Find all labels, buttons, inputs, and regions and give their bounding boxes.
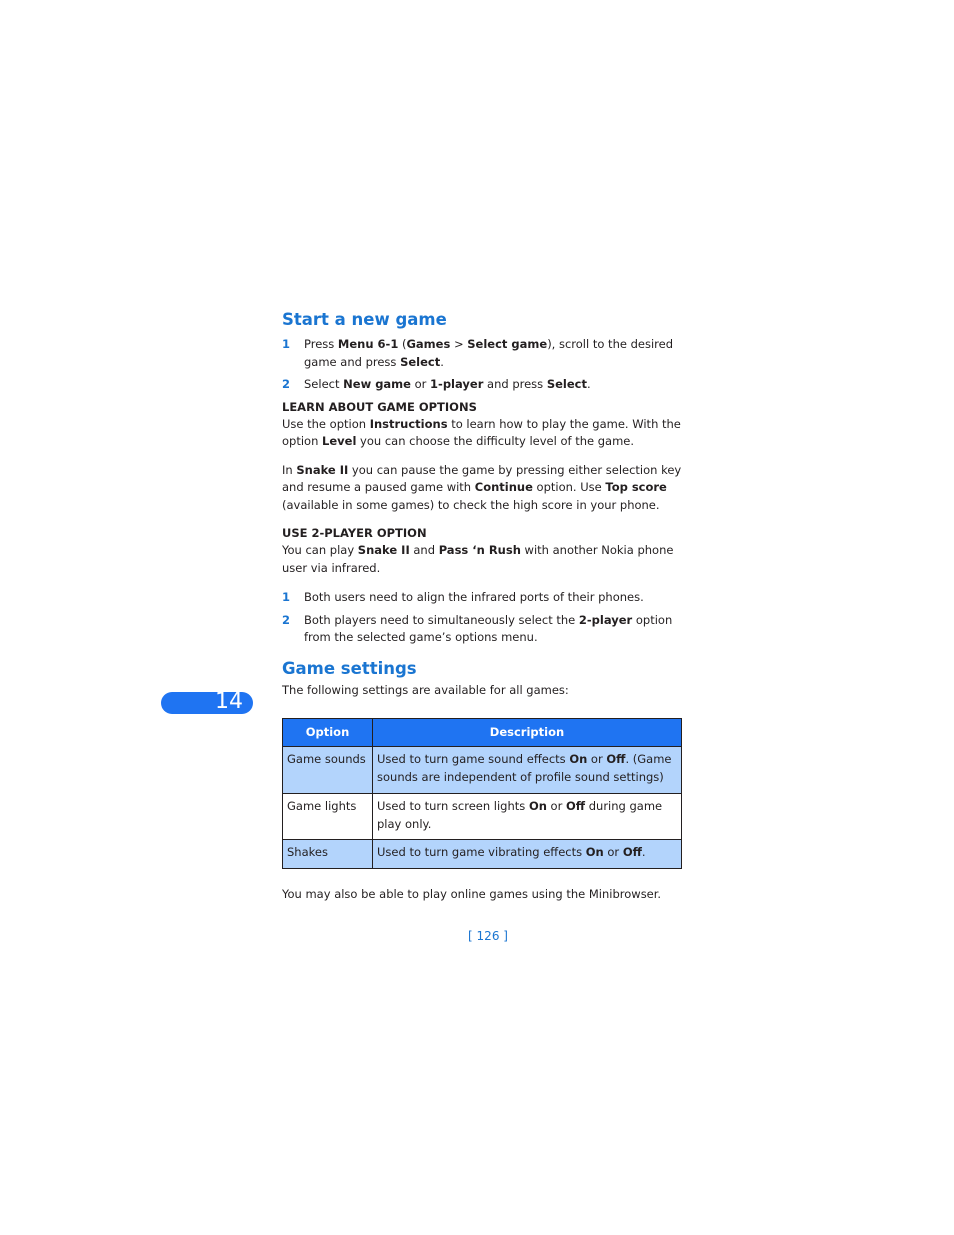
step-number: 2 <box>282 377 291 391</box>
step-number: 1 <box>282 590 291 604</box>
paragraph-minibrowser: You may also be able to play online games using the Minibrowser. <box>282 886 662 901</box>
description-cell: Used to turn game vibrating effects On or Off. <box>373 840 682 869</box>
table-row <box>283 840 682 869</box>
subheading-learn-options: LEARN ABOUT GAME OPTIONS <box>282 399 477 414</box>
column-header-description: Description <box>373 719 682 747</box>
step-number: 1 <box>282 337 291 351</box>
table-row <box>283 794 682 840</box>
paragraph-settings-intro: The following settings are available for all games: <box>282 682 569 697</box>
step-text: Both players need to simultaneously select the 2-player option from the selected game’s options menu. <box>304 612 673 644</box>
paragraph-instructions: Use the option Instructions to learn how to play the game. With the option Level you can choose the difficulty level of the game. <box>282 416 681 448</box>
step-text: Select New game or 1-player and press Select. <box>304 377 591 391</box>
step-item <box>282 589 682 607</box>
option-cell: Shakes <box>283 840 373 869</box>
subheading-two-player: USE 2-PLAYER OPTION <box>282 526 427 540</box>
table-row <box>283 747 682 794</box>
step-number: 2 <box>282 612 291 627</box>
chapter-tab <box>161 689 253 714</box>
description-cell: Used to turn game sound effects On or Off. (Game sounds are independent of profile sound settings) <box>373 747 682 794</box>
step-text: Press Menu 6-1 (Games > Select game), scroll to the desired game and press Select. <box>304 337 673 369</box>
section-heading-game-settings: Game settings <box>282 658 417 678</box>
paragraph-snake-pause: In Snake II you can pause the game by pressing either selection key and resume a paused game with Continue option. Use Top score (available in some games) to check the high score in your phone. <box>282 462 682 512</box>
page-content <box>282 308 682 903</box>
option-cell: Game lights <box>283 794 373 840</box>
section-heading-start-new-game: Start a new game <box>282 310 447 329</box>
option-cell: Game sounds <box>283 747 373 794</box>
description-cell: Used to turn screen lights On or Off during game play only. <box>373 794 682 840</box>
column-header-option: Option <box>283 719 373 747</box>
chapter-number: 14 <box>215 689 243 714</box>
step-text: Both users need to align the infrared ports of their phones. <box>304 590 644 604</box>
step-item <box>282 376 682 394</box>
page-number: [ 126 ] <box>468 929 508 943</box>
step-item <box>282 336 682 371</box>
step-item <box>282 612 682 647</box>
settings-table <box>282 718 682 869</box>
table-header-row <box>283 719 682 747</box>
paragraph-two-player: You can play Snake II and Pass ‘n Rush with another Nokia phone user via infrared. <box>282 543 674 575</box>
